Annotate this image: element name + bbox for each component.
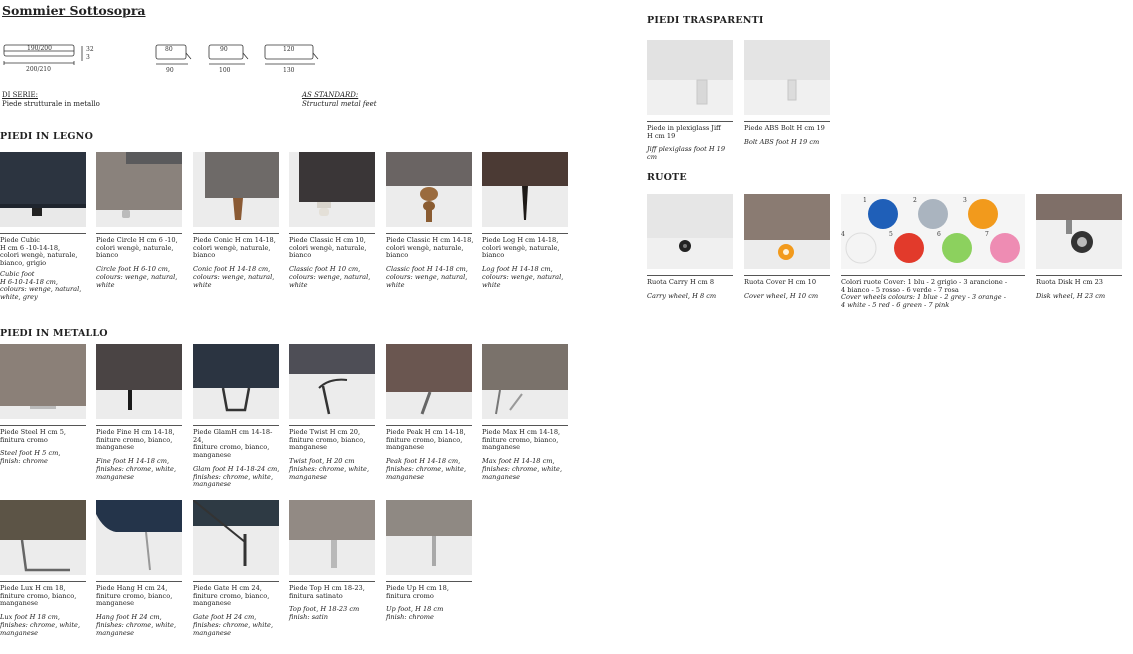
dim-top-a: 190/200	[27, 45, 52, 52]
product-image	[193, 152, 279, 227]
caption-en: Cubic foot H 6-10-14-18 cm, colours: wenge, natural, white, grey	[0, 269, 82, 301]
product-log[interactable]	[482, 152, 570, 289]
divider	[744, 121, 830, 122]
divider	[289, 425, 375, 426]
wheel-color-swatch	[968, 199, 998, 229]
wheel-color-swatch	[918, 199, 948, 229]
section-ruote-heading: RUOTE	[647, 172, 687, 183]
product-conic[interactable]	[193, 152, 281, 289]
caption-en: Conic foot H 14-18 cm, colours: wenge, natural, white	[193, 265, 275, 289]
caption-it: Piede Gate H cm 24, finiture cromo, bianco, manganese	[193, 584, 270, 608]
product-circle[interactable]	[96, 152, 184, 289]
caption-it: Piede Lux H cm 18, finiture cromo, bianco, manganese	[0, 584, 77, 608]
product-image	[744, 194, 830, 269]
divider	[0, 233, 86, 234]
wheel-color-swatch	[990, 233, 1020, 263]
standard-en	[302, 91, 377, 108]
product-peak[interactable]	[386, 344, 474, 481]
divider	[841, 275, 1025, 276]
product-colori-ruote[interactable]	[841, 194, 1027, 310]
caption-it: Piede Top H cm 18-23, finitura satinato	[289, 584, 365, 600]
product-fine[interactable]	[96, 344, 184, 481]
product-image	[647, 40, 733, 115]
caption-en: Log foot H 14-18 cm, colours: wenge, natural, white	[482, 265, 564, 289]
caption-en: Cover wheel, H 10 cm	[744, 291, 819, 300]
wheel-color-swatch	[942, 233, 972, 263]
product-image	[96, 500, 182, 575]
caption-en: Lux foot H 18 cm, finishes: chrome, white, manganese	[0, 613, 81, 637]
product-max[interactable]	[482, 344, 570, 481]
caption-en: Circle foot H 6-10 cm, colours: wenge, natural, white	[96, 265, 178, 289]
product-image	[0, 500, 86, 575]
caption-it: Piede GlamH cm 14-18-24, finiture cromo, bianco, manganese	[193, 428, 273, 460]
divider	[647, 275, 733, 276]
standard-it-label: DI SERIE:	[2, 91, 39, 99]
caption-it: Piede Peak H cm 14-18, finiture cromo, bianco, manganese	[386, 428, 466, 452]
caption-en: Classic foot H 10 cm, colours: wenge, natural, white	[289, 265, 371, 289]
dim-d-top: 120	[283, 46, 295, 53]
caption-en: Up foot, H 18 cm finish: chrome	[386, 605, 444, 622]
divider	[386, 581, 472, 582]
wheel-colors-swatches	[841, 194, 1025, 269]
divider	[386, 233, 472, 234]
standard-it	[2, 91, 100, 108]
caption-it: Piede Cubic H cm 6 -10-14-18, colori wengè, naturale, bianco, grigio	[0, 236, 78, 268]
product-classic-10[interactable]	[289, 152, 377, 289]
product-image	[386, 152, 472, 227]
product-lux[interactable]	[0, 500, 88, 637]
caption-it: Ruota Cover H cm 10	[744, 278, 817, 286]
dimension-drawing	[2, 43, 332, 83]
dim-bottom-a: 200/210	[26, 66, 51, 73]
product-image	[1036, 194, 1122, 269]
product-ruota-carry[interactable]	[647, 194, 735, 300]
caption-en: Top foot, H 18-23 cm finish: satin	[289, 605, 360, 622]
caption-it: Piede Conic H cm 14-18, colori wengè, naturale, bianco	[193, 236, 276, 260]
product-image	[289, 152, 375, 227]
caption-it: Piede Up H cm 18, finitura cromo	[386, 584, 449, 600]
wheel-color-number: 2	[913, 197, 917, 204]
product-hang[interactable]	[96, 500, 184, 637]
divider	[193, 581, 279, 582]
wheel-color-swatch	[894, 233, 924, 263]
caption-it: Piede Classic H cm 14-18, colori wengè, naturale, bianco	[386, 236, 474, 260]
divider	[0, 425, 86, 426]
product-image	[386, 500, 472, 575]
product-top[interactable]	[289, 500, 377, 622]
product-gate[interactable]	[193, 500, 281, 637]
wheel-color-number: 6	[937, 231, 941, 238]
product-jiff[interactable]	[647, 40, 735, 162]
section-metallo-heading: PIEDI IN METALLO	[0, 328, 108, 339]
product-steel[interactable]	[0, 344, 88, 466]
wheel-color-number: 3	[963, 197, 967, 204]
caption-it: Piede Classic H cm 10, colori wengè, naturale, bianco	[289, 236, 367, 260]
caption-en: Hang foot H 24 cm, finishes: chrome, white, manganese	[96, 613, 177, 637]
section-trasparenti-heading: PIEDI TRASPARENTI	[647, 15, 764, 26]
wheel-color-swatch	[846, 233, 876, 263]
divider	[482, 425, 568, 426]
dimension-diagrams	[2, 43, 332, 83]
caption-it: Ruota Disk H cm 23	[1036, 278, 1104, 286]
standard-en-text: Structural metal feet	[302, 99, 377, 108]
divider	[386, 425, 472, 426]
caption-en: Carry wheel, H 8 cm	[647, 291, 717, 300]
caption-en: Peak foot H 14-18 cm, finishes: chrome, white, manganese	[386, 457, 467, 481]
product-up[interactable]	[386, 500, 474, 622]
dim-c-top: 90	[220, 46, 228, 53]
caption-en: Max foot H 14-18 cm, finishes: chrome, white, manganese	[482, 457, 563, 481]
product-ruota-disk[interactable]	[1036, 194, 1124, 300]
caption-en: Twist foot, H 20 cm finishes: chrome, white, manganese	[289, 457, 370, 481]
dim-h2: 3	[86, 54, 90, 61]
page-title: Sommier Sottosopra	[2, 3, 146, 18]
caption-it: Piede Log H cm 14-18, colori wengè, naturale, bianco	[482, 236, 560, 260]
product-image	[482, 152, 568, 227]
wheel-color-swatch	[868, 199, 898, 229]
caption-en: Fine foot H 14-18 cm, finishes: chrome, white, manganese	[96, 457, 177, 481]
divider	[96, 233, 182, 234]
caption-en: Jiff plexiglass foot H 19 cm	[647, 145, 726, 162]
divider	[193, 425, 279, 426]
product-cubic[interactable]	[0, 152, 88, 302]
product-classic-14-18[interactable]	[386, 152, 474, 289]
divider	[482, 233, 568, 234]
product-image	[96, 344, 182, 419]
divider	[193, 233, 279, 234]
caption-it: Piede Circle H cm 6 -10, colori wengè, naturale, bianco	[96, 236, 178, 260]
product-bolt[interactable]	[744, 40, 832, 146]
product-image	[96, 152, 182, 227]
standard-en-label: AS STANDARD:	[302, 91, 359, 99]
product-ruota-cover[interactable]	[744, 194, 832, 300]
caption-it: Piede Fine H cm 14-18, finiture cromo, bianco, manganese	[96, 428, 175, 452]
caption-it: Colori ruote Cover: 1 blu - 2 grigio - 3 arancione - 4 bianco - 5 rosso - 6 verde - 7 rosa	[841, 278, 1008, 294]
wheel-color-number: 4	[841, 231, 845, 238]
caption-en: Classic foot H 14-18 cm, colours: wenge, natural, white	[386, 265, 468, 289]
section-legno-heading: PIEDI IN LEGNO	[0, 131, 94, 142]
divider	[1036, 275, 1122, 276]
dim-b-bot: 90	[166, 67, 174, 74]
dim-b-top: 80	[165, 46, 173, 53]
divider	[96, 581, 182, 582]
divider	[96, 425, 182, 426]
caption-en: Cover wheels colours: 1 blue - 2 grey - 3 orange - 4 white - 5 red - 6 green - 7 pink	[841, 293, 1006, 310]
divider	[289, 581, 375, 582]
caption-it: Piede Twist H cm 20, finiture cromo, bianco, manganese	[289, 428, 366, 452]
standard-it-text: Piede strutturale in metallo	[2, 99, 100, 108]
wheel-color-number: 5	[889, 231, 893, 238]
product-image	[193, 500, 279, 575]
caption-it: Piede Steel H cm 5, finitura cromo	[0, 428, 67, 444]
caption-en: Disk wheel, H 23 cm	[1036, 291, 1106, 300]
product-glam[interactable]	[193, 344, 281, 489]
dim-d-bot: 130	[283, 67, 295, 74]
divider	[289, 233, 375, 234]
caption-it: Piede ABS Bolt H cm 19	[744, 124, 825, 132]
product-image	[0, 344, 86, 419]
product-image	[289, 500, 375, 575]
wheel-color-number: 1	[863, 197, 867, 204]
caption-it: Piede in plexiglass Jiff H cm 19	[647, 124, 721, 140]
product-twist[interactable]	[289, 344, 377, 481]
divider	[744, 275, 830, 276]
wheel-color-swatch-panel	[841, 194, 1025, 269]
dim-h1: 32	[86, 46, 94, 53]
divider	[0, 581, 86, 582]
product-image	[193, 344, 279, 419]
wheel-color-number: 7	[985, 231, 989, 238]
product-image	[386, 344, 472, 419]
caption-en: Steel foot H 5 cm, finish: chrome	[0, 449, 61, 466]
product-image	[289, 344, 375, 419]
caption-en: Glam foot H 14-18-24 cm, finishes: chrome, white, manganese	[193, 464, 280, 489]
caption-en: Bolt ABS foot H 19 cm	[744, 137, 820, 146]
caption-it: Ruota Carry H cm 8	[647, 278, 715, 286]
caption-it: Piede Hang H cm 24, finiture cromo, bianco, manganese	[96, 584, 173, 608]
product-image	[744, 40, 830, 115]
product-image	[647, 194, 733, 269]
product-image	[0, 152, 86, 227]
caption-it: Piede Max H cm 14-18, finiture cromo, bianco, manganese	[482, 428, 561, 452]
dim-c-bot: 100	[219, 67, 231, 74]
divider	[647, 121, 733, 122]
caption-en: Gate foot H 24 cm, finishes: chrome, white, manganese	[193, 613, 274, 637]
product-image	[482, 344, 568, 419]
